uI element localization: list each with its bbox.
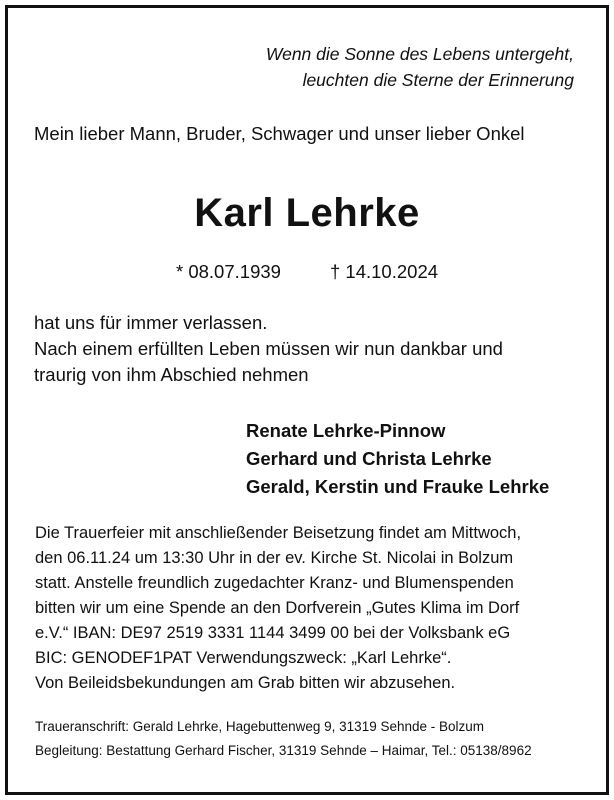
footer-address: Traueranschrift: Gerald Lehrke, Hagebuttenweg 9, 31319 Sehnde - Bolzum bbox=[35, 719, 485, 734]
details-line-7: Von Beileidsbekundungen am Grab bitten wir abzusehen. bbox=[35, 674, 456, 692]
mourner-1: Renate Lehrke-Pinnow bbox=[246, 420, 446, 441]
footer-undertaker: Begleitung: Bestattung Gerhard Fischer, 31319 Sehnde – Haimar, Tel.: 05138/8962 bbox=[35, 743, 532, 758]
details-line-3: statt. Anstelle freundlich zugedachter Kranz- und Blumenspenden bbox=[35, 574, 514, 592]
message-line-2: Nach einem erfüllten Leben müssen wir nun dankbar und bbox=[34, 338, 503, 359]
details-line-2: den 06.11.24 um 13:30 Uhr in der ev. Kirche St. Nicolai in Bolzum bbox=[35, 549, 514, 567]
intro-text: Mein lieber Mann, Bruder, Schwager und unser lieber Onkel bbox=[34, 123, 525, 144]
details-line-4: bitten wir um eine Spende an den Dorfverein „Gutes Klima im Dorf bbox=[35, 599, 520, 617]
obituary-notice bbox=[5, 5, 609, 795]
details-line-5: e.V.“ IBAN: DE97 2519 3331 1144 3499 00 bei der Volksbank eG bbox=[35, 624, 511, 642]
birth-date: * 08.07.1939 bbox=[176, 261, 281, 282]
mourner-3: Gerald, Kerstin und Frauke Lehrke bbox=[246, 476, 550, 497]
death-date: † 14.10.2024 bbox=[330, 261, 439, 282]
message-line-1: hat uns für immer verlassen. bbox=[34, 312, 268, 333]
mourner-2: Gerhard und Christa Lehrke bbox=[246, 448, 492, 469]
details-line-1: Die Trauerfeier mit anschließender Beisetzung findet am Mittwoch, bbox=[35, 524, 522, 542]
message-line-3: traurig von ihm Abschied nehmen bbox=[34, 364, 309, 385]
motto-line-2: leuchten die Sterne der Erinnerung bbox=[302, 70, 574, 90]
details-line-6: BIC: GENODEF1PAT Verwendungszweck: „Karl Lehrke“. bbox=[35, 649, 452, 667]
deceased-name: Karl Lehrke bbox=[194, 191, 420, 235]
motto-line-1: Wenn die Sonne des Lebens untergeht, bbox=[265, 44, 574, 64]
